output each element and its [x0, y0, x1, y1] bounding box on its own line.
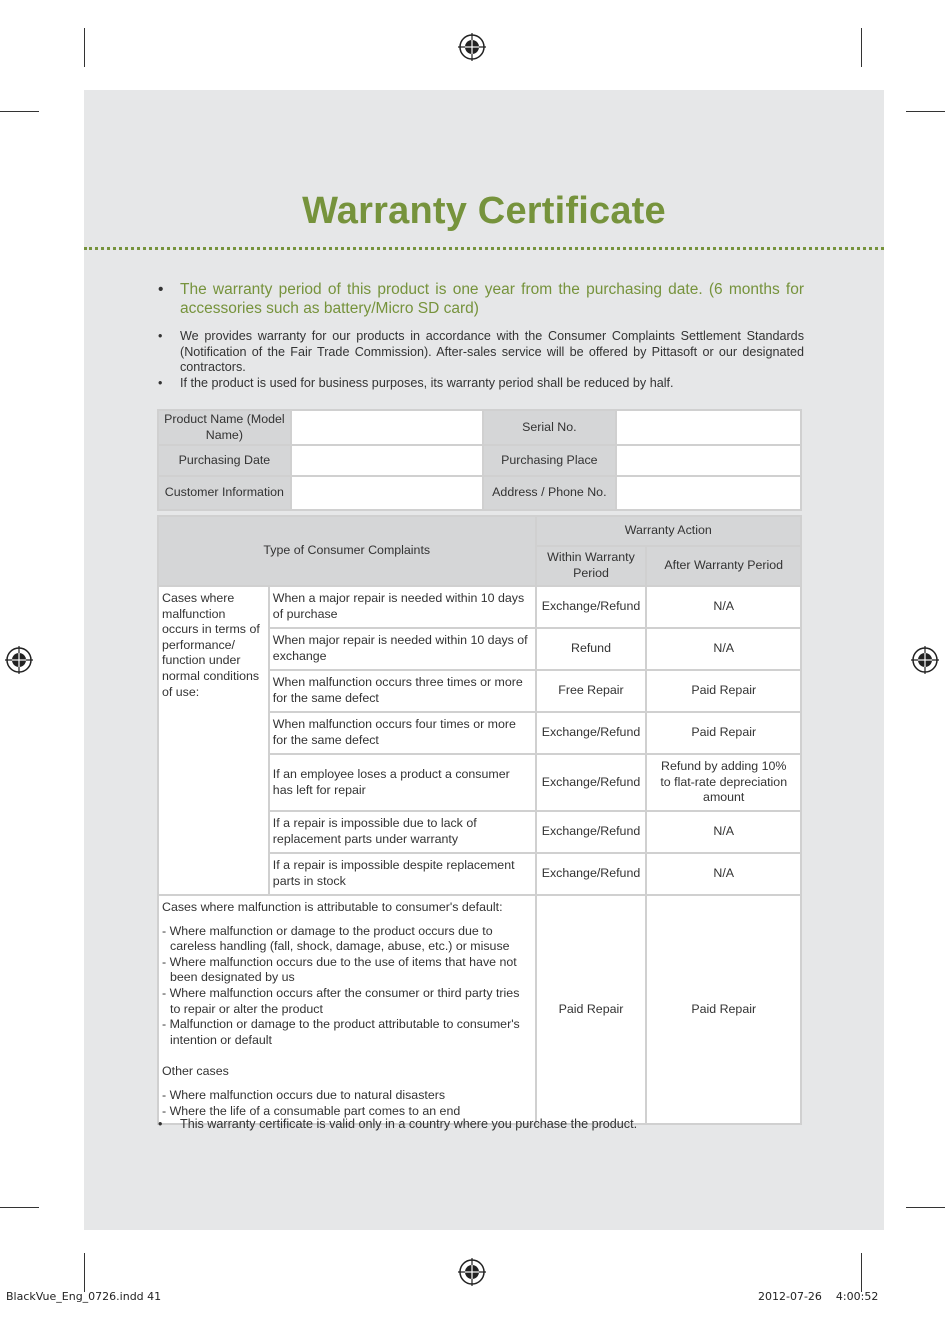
- dotted-divider: [84, 247, 884, 250]
- action-header: Warranty Action: [536, 516, 801, 546]
- address-phone-label: Address / Phone No.: [483, 476, 616, 510]
- complaint-desc: When a major repair is needed within 10 days of purchase: [269, 586, 536, 628]
- table-row: [158, 586, 801, 628]
- validity-text: This warranty certificate is valid only in a country where you purchase the product.: [180, 1117, 638, 1131]
- after-action: N/A: [646, 628, 801, 670]
- registration-mark-icon: [911, 646, 939, 674]
- bullet-icon: •: [158, 329, 163, 343]
- warranty-period-text: The warranty period of this product is one year from the purchasing date. (6 months for accessories such as battery/Micro SD card): [180, 281, 804, 317]
- registration-mark-icon: [458, 33, 486, 61]
- complaint-desc: If an employee loses a product a consumer has left for repair: [269, 754, 536, 811]
- registration-mark-icon: [458, 1258, 486, 1286]
- after-action: Paid Repair: [646, 712, 801, 754]
- serial-no-label: Serial No.: [483, 410, 616, 445]
- after-action: Paid Repair: [646, 895, 801, 1124]
- within-action: Exchange/Refund: [536, 853, 647, 895]
- within-action: Paid Repair: [536, 895, 647, 1124]
- validity-note: [158, 1117, 826, 1133]
- malfunction-category: Cases where malfunction occurs in terms of performance/ function under normal conditions of use:: [158, 586, 269, 895]
- after-action: Refund by adding 10% to flat-rate depreciation amount: [646, 754, 801, 811]
- crop-mark: [906, 111, 945, 112]
- other-cases-list: [162, 1088, 532, 1119]
- certificate-sheet: [84, 90, 884, 1230]
- crop-mark: [906, 1207, 945, 1208]
- customer-info-label: Customer Information: [158, 476, 291, 510]
- complaint-desc: When major repair is needed within 10 days of exchange: [269, 628, 536, 670]
- footer-right: 2012-07-26 4:00:52: [758, 1290, 879, 1303]
- customer-info-field[interactable]: [291, 476, 483, 510]
- serial-no-field[interactable]: [616, 410, 801, 445]
- purchasing-date-label: Purchasing Date: [158, 445, 291, 476]
- crop-mark: [861, 28, 862, 67]
- within-action: Exchange/Refund: [536, 811, 647, 853]
- bullet-icon: •: [158, 281, 164, 298]
- purchasing-place-field[interactable]: [616, 445, 801, 476]
- within-action: Exchange/Refund: [536, 712, 647, 754]
- list-item: - Where malfunction or damage to the product occurs due to careless handling (fall, shock, damage, abuse, etc.) or misuse: [162, 923, 510, 954]
- complaint-desc: When malfunction occurs four times or more for the same defect: [269, 712, 536, 754]
- consumer-default-heading: Cases where malfunction is attributable to consumer's default:: [162, 900, 503, 914]
- other-cases-heading: Other cases: [162, 1064, 229, 1079]
- list-item: - Where malfunction occurs due to natural disasters: [162, 1087, 446, 1102]
- consumer-default-list: [162, 924, 532, 1049]
- bullet-icon: •: [158, 1117, 163, 1131]
- bullet-item: [158, 329, 804, 376]
- within-action: Refund: [536, 628, 647, 670]
- table-row: [158, 895, 801, 1124]
- crop-mark: [84, 1253, 85, 1292]
- complaint-desc: If a repair is impossible due to lack of replacement parts under warranty: [269, 811, 536, 853]
- after-header: After Warranty Period: [646, 546, 801, 586]
- within-action: Free Repair: [536, 670, 647, 712]
- list-item: - Where malfunction occurs due to the use of items that have not been designated by us: [162, 954, 517, 985]
- crop-mark: [84, 28, 85, 67]
- purchasing-date-field[interactable]: [291, 445, 483, 476]
- warranty-period-note: [158, 280, 804, 318]
- crop-mark: [0, 1207, 39, 1208]
- within-action: Exchange/Refund: [536, 754, 647, 811]
- bullet-text: If the product is used for business purposes, its warranty period shall be reduced by half.: [180, 375, 674, 390]
- after-action: N/A: [646, 853, 801, 895]
- crop-mark: [861, 1253, 862, 1292]
- bullet-text: We provides warranty for our products in accordance with the Consumer Complaints Settlement Standards (Notification of the Fair Trade Commission). After-sales service will be offered by Pittasoft or our designated contractors.: [180, 329, 804, 375]
- list-item: - Where malfunction occurs after the consumer or third party tries to repair or alter the product: [162, 985, 520, 1016]
- registration-mark-icon: [5, 646, 33, 674]
- product-info-table: [157, 409, 802, 511]
- list-item: - Malfunction or damage to the product attributable to consumer's intention or default: [162, 1017, 520, 1047]
- within-action: Exchange/Refund: [536, 586, 647, 628]
- list-item: - Where the life of a consumable part comes to an end: [162, 1103, 461, 1118]
- bullet-icon: •: [158, 375, 163, 390]
- after-action: N/A: [646, 811, 801, 853]
- address-phone-field[interactable]: [616, 476, 801, 510]
- purchasing-place-label: Purchasing Place: [483, 445, 616, 476]
- product-name-field[interactable]: [291, 410, 483, 445]
- within-header: Within Warranty Period: [536, 546, 647, 586]
- top-bullets: [158, 280, 804, 391]
- footer-left: BlackVue_Eng_0726.indd 41: [6, 1290, 162, 1303]
- complaint-desc: When malfunction occurs three times or more for the same defect: [269, 670, 536, 712]
- crop-mark: [0, 111, 39, 112]
- complaint-desc: If a repair is impossible despite replacement parts in stock: [269, 853, 536, 895]
- bullet-item: [158, 376, 804, 392]
- after-action: N/A: [646, 586, 801, 628]
- consumer-default-cell: [158, 895, 536, 1124]
- product-name-label: Product Name (Model Name): [158, 410, 291, 445]
- after-action: Paid Repair: [646, 670, 801, 712]
- page-title: Warranty Certificate: [302, 190, 666, 232]
- complaints-table: [157, 515, 802, 1125]
- type-header: Type of Consumer Complaints: [158, 516, 536, 586]
